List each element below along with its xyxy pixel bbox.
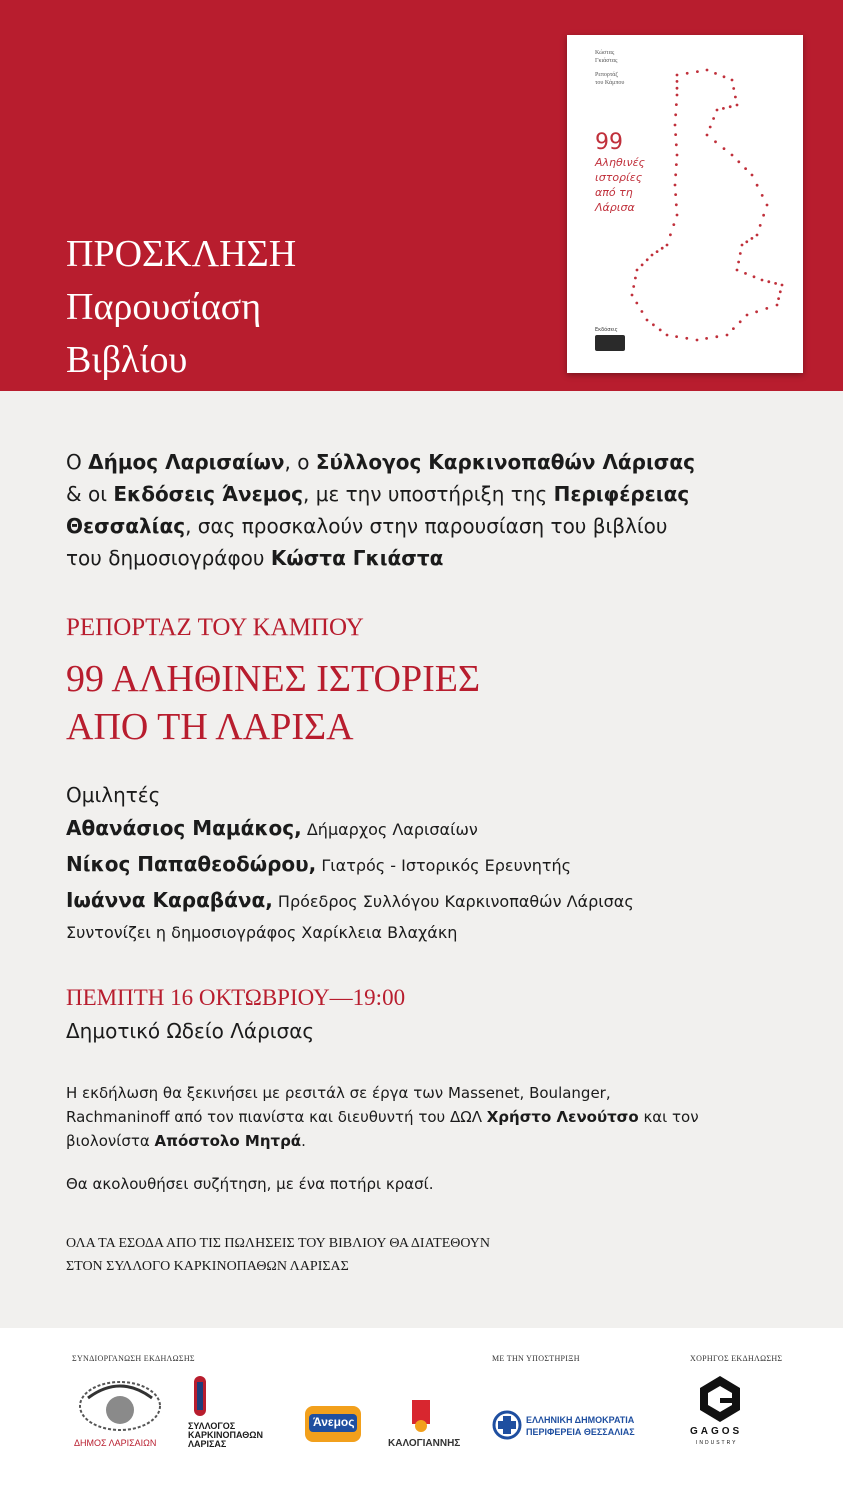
cover-dot (732, 87, 735, 90)
cover-dot (674, 133, 677, 136)
cover-dot (651, 254, 654, 257)
support-label: ΜΕ ΤΗΝ ΥΠΟΣΤΗΡΙΞΗ (492, 1354, 580, 1363)
cover-dot (675, 163, 678, 166)
cover-dot (635, 302, 638, 305)
book-subtitle: ΡΕΠΟΡΤΑΖ ΤΟΥ ΚΑΜΠΟΥ (66, 614, 364, 641)
kalogiannis-logo: ΚΑΛΟΓΙΑΝΝΗΣ (388, 1398, 454, 1452)
cover-dot (714, 140, 717, 143)
proceeds-note: ΟΛΑ ΤΑ ΕΣΟΔΑ ΑΠΟ ΤΙΣ ΠΩΛΗΣΕΙΣ ΤΟΥ ΒΙΒΛΙΟΥ ΘΑ ΔΙΑΤΕΘΟΥΝ ΣΤΟΝ ΣΥΛΛΟΓΟ ΚΑΡΚΙΝΟΠΑΘΩΝ ΛΑΡΙΣΑΣ (66, 1236, 490, 1274)
cover-dot (739, 320, 742, 323)
greek-emblem-icon (492, 1410, 522, 1440)
cover-dot (674, 113, 677, 116)
header-title (66, 228, 296, 387)
event-datetime: ΠΕΜΠΤΗ 16 ΟΚΤΩΒΡΙΟΥ—19:00 (66, 985, 406, 1010)
cover-dot (676, 214, 679, 217)
speaker-row: Νίκος Παπαθεοδώρου, Γιατρός - Ιστορικός Ερευνητής (66, 852, 572, 876)
cover-dot (756, 184, 759, 187)
cover-dot (674, 193, 677, 196)
cover-dot (634, 277, 637, 280)
cover-dot (774, 282, 777, 285)
cover-dot (706, 134, 709, 137)
speaker-row: Ιωάννα Καραβάνα, Πρόεδρος Συλλόγου Καρκινοπαθών Λάρισας (66, 888, 634, 912)
book-cover (567, 35, 803, 373)
cover-dot (776, 304, 779, 307)
cover-dot (659, 329, 662, 332)
kalogiannis-emblem-icon (388, 1398, 454, 1438)
cover-dot (736, 104, 739, 107)
cover-dot (672, 223, 675, 226)
cover-dot (675, 335, 678, 338)
cover-dot (705, 337, 708, 340)
cover-dot (744, 167, 747, 170)
cover-dot (676, 80, 679, 83)
cover-dot (674, 173, 677, 176)
dimos-larisaion-logo: ΔΗΜΟΣ ΛΑΡΙΣΑΙΩΝ (74, 1376, 166, 1454)
cover-dot (751, 174, 754, 177)
cover-title: 99 Αληθινές ιστορίες από τη Λάρισα (595, 130, 646, 214)
publisher-logo (595, 335, 625, 351)
presentation-heading: Παρουσίαση (66, 286, 262, 328)
cover-dot (739, 252, 742, 255)
cover-dot (709, 126, 712, 129)
cover-dot (712, 117, 715, 120)
cover-dot (706, 69, 709, 72)
cover-dot (652, 323, 655, 326)
cover-publisher: Εκδόσεις (595, 327, 618, 333)
cover-dot (756, 234, 759, 237)
cover-dot (666, 334, 669, 337)
moderator: Συντονίζει η δημοσιογράφος Χαρίκλεια Βλαχάκη (66, 923, 458, 942)
cover-dot (731, 154, 734, 157)
cover-dot (674, 184, 677, 187)
speaker-row: Αθανάσιος Μαμάκος, Δήμαρχος Λαρισαίων (66, 816, 478, 840)
cover-dot (661, 247, 664, 250)
cover-dot (734, 96, 737, 99)
cover-dot (696, 339, 699, 342)
cover-dot (715, 335, 718, 338)
cover-dot (641, 264, 644, 267)
cover-dot (675, 103, 678, 106)
event-venue: Δημοτικό Ωδείο Λάρισας (66, 1019, 315, 1043)
cover-dot (781, 284, 784, 287)
cover-dot (755, 310, 758, 313)
cover-author: Κώστας Γκιάστας Ρεπορτάζ του Κάμπου (595, 50, 625, 86)
cover-dot (737, 261, 740, 264)
cover-dot (714, 72, 717, 75)
intro-paragraph: Ο Δήμος Λαρισαίων, ο Σύλλογος Καρκινοπαθών Λάρισας & οι Εκδόσεις Άνεμος, με την υποστήριξη της Περιφέρειας Θεσσαλίας, σας προσκαλούν στην παρουσίαση του βιβλίου του δημοσιογράφου Κώστα Γκιάστα (66, 450, 695, 570)
cover-dot (675, 203, 678, 206)
cover-dot (666, 244, 669, 247)
cover-dot (696, 70, 699, 73)
cover-dot (686, 72, 689, 75)
cover-dot (646, 258, 649, 261)
cover-dot (669, 233, 672, 236)
sponsor-label: ΧΟΡΗΓΟΣ ΕΚΔΗΛΩΣΗΣ (690, 1354, 783, 1363)
cover-dot (762, 214, 765, 217)
cover-dot (722, 107, 725, 110)
cover-dot (744, 272, 747, 275)
cover-dot (656, 250, 659, 253)
invitation-heading: ΠΡΟΣΚΛΗΣΗ (66, 233, 297, 275)
cover-dot (759, 224, 762, 227)
cover-dot (746, 314, 749, 317)
cover-dot (779, 290, 782, 293)
cover-dot (641, 310, 644, 313)
gagos-logo: GAGOS INDUSTRY (688, 1374, 752, 1454)
cover-dot (674, 124, 677, 127)
cover-dot (765, 307, 768, 310)
cover-dot (753, 275, 756, 278)
cover-dot (632, 285, 635, 288)
book-title: 99 ΑΛΗΘΙΝΕΣ ΙΣΤΟΡΙΕΣ ΑΠΟ ΤΗ ΛΑΡΙΣΑ (66, 658, 481, 748)
cover-dot (726, 334, 729, 337)
gagos-g-icon (688, 1374, 752, 1424)
syllogos-logo: ΣΥΛΛΟΓΟΣ ΚΑΡΚΙΝΟΠΑΘΩΝ ΛΑΡΙΣΑΣ (188, 1374, 284, 1454)
followup-note: Θα ακολουθήσει συζήτηση, με ένα ποτήρι κρασί. (66, 1175, 434, 1193)
cover-dot (646, 319, 649, 322)
cover-dot (745, 240, 748, 243)
cover-dot (723, 147, 726, 150)
ribbon-icon (188, 1374, 212, 1418)
cover-dot (675, 143, 678, 146)
cover-dot (729, 105, 732, 108)
cover-dot (777, 297, 780, 300)
cover-dot (732, 327, 735, 330)
cover-dot (723, 75, 726, 78)
cover-dot (676, 74, 679, 77)
cover-dot (731, 79, 734, 82)
region-thessalia-logo: ΕΛΛΗΝΙΚΗ ΔΗΜΟΚΡΑΤΙΑ ΠΕΡΙΦΕΡΕΙΑ ΘΕΣΣΑΛΙΑΣ (492, 1410, 652, 1446)
cover-dot (736, 269, 739, 272)
coorganizers-label: ΣΥΝΔΙΟΡΓΑΝΩΣΗ ΕΚΔΗΛΩΣΗΣ (72, 1354, 195, 1363)
cover-dot (761, 279, 764, 282)
cover-dot (741, 244, 744, 247)
cover-dot (685, 337, 688, 340)
cover-dot (737, 160, 740, 163)
program-paragraph: Η εκδήλωση θα ξεκινήσει με ρεσιτάλ σε έργα των Massenet, Boulanger, Rachmaninoff από τον πιανίστα και διευθυντή του ΔΩΛ Χρήστο Λενούτσο και τον βιολονίστα Απόστολο Μητρά. (66, 1084, 699, 1150)
cover-dot (761, 194, 764, 197)
cover-dot (716, 109, 719, 112)
cover-dot (751, 237, 754, 240)
cover-dot (631, 294, 634, 297)
book-heading: Βιβλίου (66, 339, 188, 381)
cover-dot (676, 94, 679, 97)
speakers-heading: Ομιλητές (66, 783, 161, 807)
cover-dot (676, 154, 679, 157)
cover-dot (767, 280, 770, 283)
anemos-logo: Άνεμος (303, 1400, 363, 1446)
cover-dot (766, 204, 769, 207)
cover-dot (676, 87, 679, 90)
dimos-emblem-icon (74, 1376, 166, 1438)
cover-dot (636, 269, 639, 272)
